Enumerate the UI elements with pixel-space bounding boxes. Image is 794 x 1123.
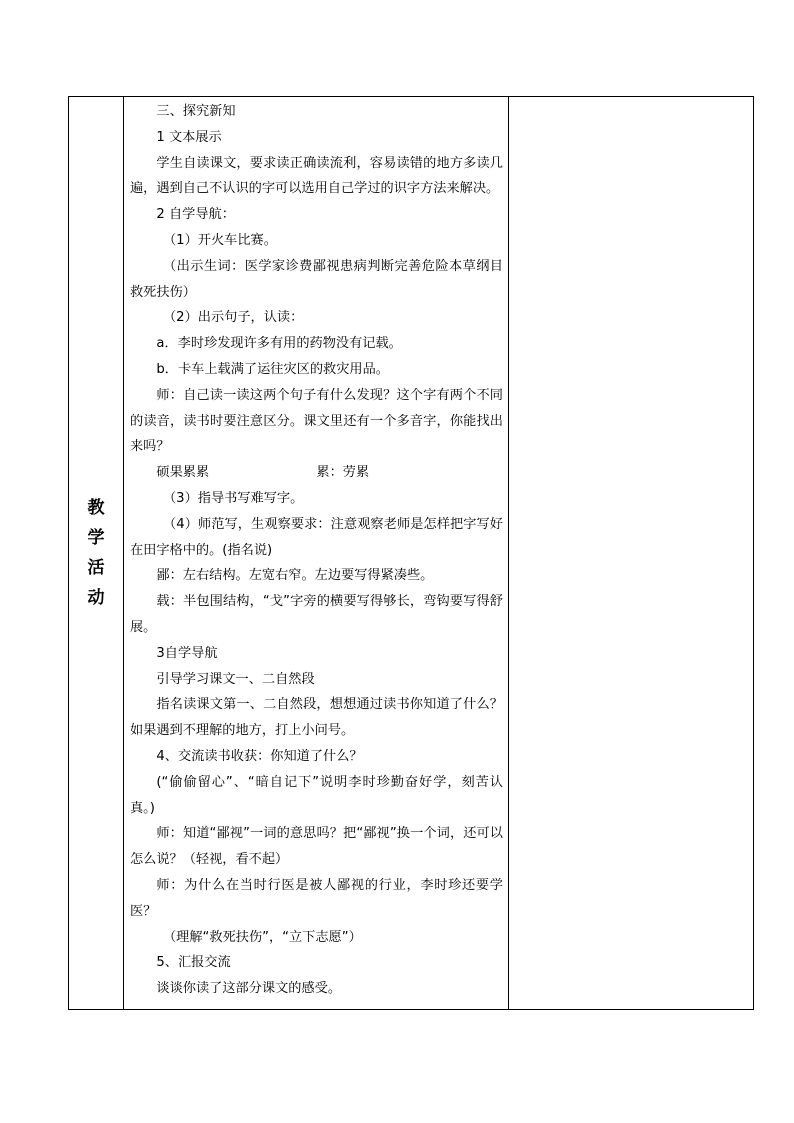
paragraph: 引导学习课文一、二自然段 <box>156 671 315 687</box>
notes-cell <box>509 97 754 1010</box>
paragraph: b．卡车上载满了运往灾区的救灾用品。 <box>156 361 389 377</box>
lesson-content <box>124 97 508 1002</box>
paragraph: 师：自己读一读这两个句子有什么发现？这个字有两个不同的读音，读书时要注意区分。课文里还有一个多音字，你能找出来吗？ <box>130 387 503 455</box>
subheading: 5、汇报交流 <box>156 955 231 971</box>
lesson-table <box>68 96 754 1010</box>
paragraph: （4）师范写，生观察要求：注意观察老师是怎样把字写好在田字格中的。(指名说) <box>130 516 503 558</box>
paragraph: 师：为什么在当时行医是被人鄙视的行业，李时珍还要学医？ <box>130 877 503 919</box>
table-row <box>69 97 754 1010</box>
subheading: 4、交流读书收获：你知道了什么？ <box>156 748 363 764</box>
paragraph: 谈谈你读了这部分课文的感受。 <box>156 981 342 997</box>
paragraph: 指名读课文第一、二自然段，想想通过读书你知道了什么？如果遇到不理解的地方，打上小问号。 <box>130 697 503 739</box>
paragraph: (“偷偷留心”、“暗自记下”说明李时珍勤奋好学，刻苦认真。) <box>130 774 503 816</box>
paragraph: （出示生词：医学家诊费鄙视患病判断完善危险本草纲目救死扶伤） <box>130 258 503 300</box>
paragraph: （1）开火车比赛。 <box>163 232 277 248</box>
paragraph: a．李时珍发现许多有用的药物没有记载。 <box>156 336 402 352</box>
paragraph: 载：半包围结构，“戈”字旁的横要写得够长，弯钩要写得舒展。 <box>130 594 503 635</box>
section-heading: 三、探究新知 <box>156 104 236 119</box>
content-cell <box>124 97 509 1010</box>
subheading: 2 自学导航： <box>156 207 235 223</box>
label-cell <box>69 97 124 1010</box>
paragraph: 鄙：左右结构。左宽右窄。左边要写得紧凑些。 <box>156 568 434 584</box>
paragraph: （2）出示句子，认读： <box>163 310 304 326</box>
paragraph: （3）指导书写难写字。 <box>163 490 304 506</box>
section-label: 教学活动 <box>87 498 105 608</box>
paragraph: 学生自读课文，要求读正确读流利，容易读错的地方多读几遍，遇到自己不认识的字可以选用自己学过的识字方法来解决。 <box>130 155 503 197</box>
polyphone-row <box>130 460 503 486</box>
paragraph: 师：知道“鄙视”一词的意思吗？把“鄙视”换一个词，还可以怎么说？（轻视，看不起） <box>130 826 503 868</box>
subheading: 3自学导航 <box>156 645 218 661</box>
paragraph: （理解“救死扶伤”，“立下志愿”） <box>163 929 362 945</box>
polyphone-example: 硕果累累 <box>156 465 210 481</box>
polyphone-meaning: 累：劳累 <box>316 465 370 481</box>
subheading: 1 文本展示 <box>156 129 222 145</box>
